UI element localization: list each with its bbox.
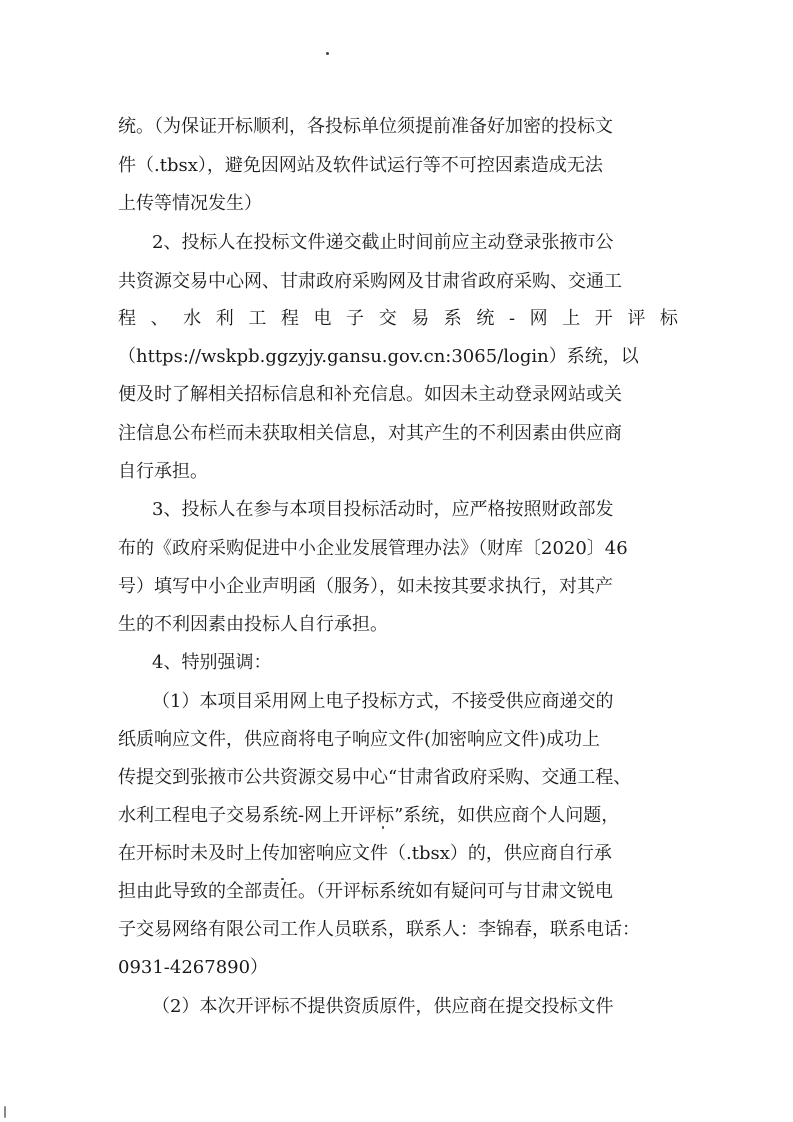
text-line: 传提交到张掖市公共资源交易中心“甘肃省政府采购、交通工程、	[118, 767, 632, 788]
text-line: 子交易网络有限公司工作人员联系，联系人：李锦春，联系电话：	[118, 919, 640, 940]
scan-speck	[4, 1106, 6, 1118]
text-line: 便及时了解相关招标信息和补充信息。如因未主动登录网站或关	[118, 384, 622, 405]
text-line: （1）本项目采用网上电子投标方式，不接受供应商递交的	[152, 691, 614, 712]
text-char: 利	[215, 308, 234, 329]
text-char: -	[508, 308, 516, 329]
text-char: 交	[378, 308, 397, 329]
text-line: 共资源交易中心网、甘肃政府采购网及甘肃省政府采购、交通工	[118, 271, 622, 292]
text-line: 在开标时未及时上传加密响应文件（.tbsx）的，供应商自行承	[118, 843, 612, 864]
text-line: 注信息公布栏而未获取相关信息，对其产生的不利因素由供应商	[118, 423, 622, 444]
text-line: 3、投标人在参与本项目投标活动时，应严格按照财政部发	[152, 499, 614, 520]
text-char: 评	[627, 308, 646, 329]
scan-speck	[281, 878, 284, 880]
text-char: 工	[248, 308, 267, 329]
text-line: 件（.tbsx），避免因网站及软件试运行等不可控因素造成无法	[118, 155, 603, 176]
scan-speck	[326, 52, 329, 55]
text-line: 0931-4267890）	[118, 957, 269, 978]
text-line: 生的不利因素由投标人自行承担。	[118, 614, 388, 635]
text-char: 系	[443, 308, 462, 329]
text-char: 子	[346, 308, 365, 329]
text-line-justified	[118, 304, 678, 334]
text-line: 号）填写中小企业声明函（服务），如未按其要求执行，对其产	[118, 576, 613, 597]
text-char: 程	[118, 308, 136, 329]
text-line: （2）本次开评标不提供资质原件，供应商在提交投标文件	[152, 996, 614, 1017]
text-char: 、	[150, 308, 169, 329]
text-char: 标	[659, 308, 678, 329]
text-line: 4、特别强调：	[152, 652, 272, 673]
text-line: 纸质响应文件，供应商将电子响应文件(加密响应文件)成功上	[118, 729, 601, 750]
text-char: 上	[562, 308, 581, 329]
scan-speck	[382, 826, 384, 829]
text-line: 2、投标人在投标文件递交截止时间前应主动登录张掖市公	[152, 232, 614, 253]
text-line: 自行承担。	[118, 461, 208, 482]
text-line: 布的《政府采购促进中小企业发展管理办法》（财库〔2020〕46	[118, 538, 628, 559]
text-char: 统	[476, 308, 495, 329]
text-line: 上传等情况发生）	[118, 193, 262, 214]
text-line: 统。（为保证开标顺利，各投标单位须提前准备好加密的投标文	[118, 116, 613, 137]
text-line: （https://wskpb.ggzyjy.gansu.gov.cn:3065/login）系统，以	[118, 346, 639, 367]
text-char: 水	[183, 308, 202, 329]
text-line: 担由此导致的全部责任。（开评标系统如有疑问可与甘肃文锐电	[118, 881, 613, 902]
text-char: 易	[411, 308, 430, 329]
text-char: 开	[594, 308, 613, 329]
text-char: 网	[529, 308, 548, 329]
text-line: 水利工程电子交易系统-网上开评标”系统，如供应商个人问题，	[118, 805, 620, 826]
text-char: 程	[280, 308, 299, 329]
text-char: 电	[313, 308, 332, 329]
